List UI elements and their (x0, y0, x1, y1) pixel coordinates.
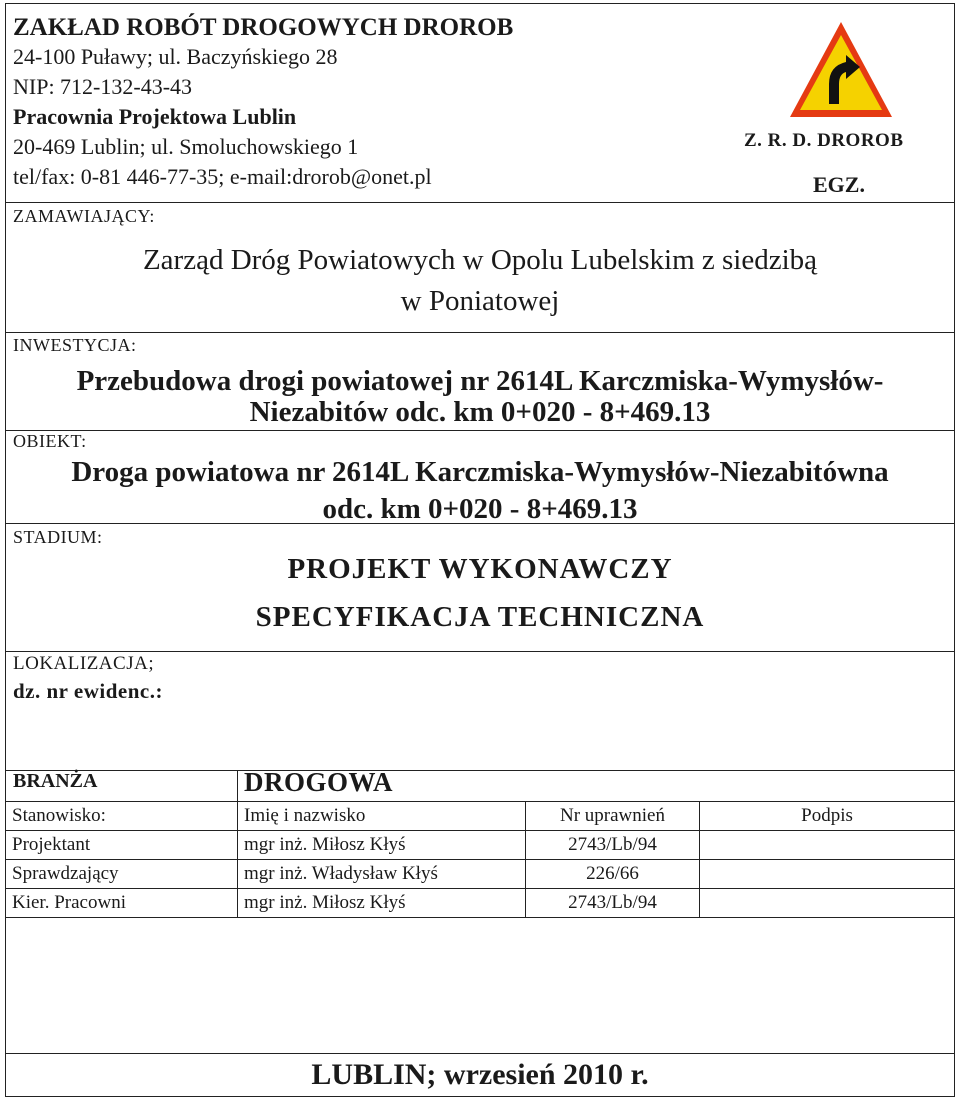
divider (5, 1053, 955, 1054)
staff-table (5, 801, 955, 918)
studio-address: 20-469 Lublin; ul. Smoluchowskiego 1 (13, 134, 359, 159)
cell-license: 2743/Lb/94 (526, 831, 700, 860)
divider (5, 332, 955, 333)
stage-label: STADIUM: (13, 527, 103, 547)
cell-name: mgr inż. Władysław Kłyś (238, 860, 526, 889)
client-label: ZAMAWIAJĄCY: (13, 206, 155, 226)
company-nip: NIP: 712-132-43-43 (13, 74, 193, 99)
branch-value: DROGOWA (244, 767, 394, 797)
divider (5, 202, 955, 203)
object-line2: odc. km 0+020 - 8+469.13 (322, 493, 638, 525)
divider (5, 523, 955, 524)
table-row (6, 889, 955, 918)
column-divider (237, 771, 238, 801)
cell-position: Projektant (6, 831, 238, 860)
logo-caption: Z. R. D. DROROB (744, 130, 904, 151)
table-row (6, 831, 955, 860)
investment-line1: Przebudowa drogi powiatowej nr 2614L Karczmiska-Wymysłów- (76, 365, 884, 397)
divider (5, 651, 955, 652)
header-license: Nr uprawnień (526, 802, 700, 831)
branch-label: BRANŻA (13, 770, 98, 792)
location-label: LOKALIZACJA; (13, 653, 155, 674)
table-header-row (6, 802, 955, 831)
stage-line1: PROJEKT WYKONAWCZY (287, 553, 673, 585)
road-curve-warning-sign-icon (786, 18, 896, 122)
parcel-number-label: dz. nr ewidenc.: (13, 679, 163, 703)
table-row (6, 860, 955, 889)
company-contact: tel/fax: 0-81 446-77-35; e-mail:drorob@onet.pl (13, 164, 432, 189)
investment-line2: Niezabitów odc. km 0+020 - 8+469.13 (249, 396, 711, 428)
cell-name: mgr inż. Miłosz Kłyś (238, 831, 526, 860)
client-line2: w Poniatowej (400, 285, 560, 317)
header-signature: Podpis (700, 802, 955, 831)
cell-position: Kier. Pracowni (6, 889, 238, 918)
header-name: Imię i nazwisko (238, 802, 526, 831)
studio-name: Pracownia Projektowa Lublin (13, 104, 297, 129)
divider (5, 430, 955, 431)
divider (5, 770, 955, 771)
cell-signature (700, 889, 955, 918)
cell-license: 226/66 (526, 860, 700, 889)
header-position: Stanowisko: (6, 802, 238, 831)
copy-mark: EGZ. (813, 172, 865, 197)
cell-signature (700, 831, 955, 860)
object-label: OBIEKT: (13, 431, 87, 451)
client-line1: Zarząd Dróg Powiatowych w Opolu Lubelskim z siedzibą (142, 244, 818, 276)
cell-position: Sprawdzający (6, 860, 238, 889)
cell-license: 2743/Lb/94 (526, 889, 700, 918)
object-line1: Droga powiatowa nr 2614L Karczmiska-Wymysłów-Niezabitówna (71, 456, 889, 488)
footer-place-date: LUBLIN; wrzesień 2010 r. (311, 1058, 649, 1091)
stage-line2: SPECYFIKACJA TECHNICZNA (255, 601, 705, 633)
cell-signature (700, 860, 955, 889)
company-name: ZAKŁAD ROBÓT DROGOWYCH DROROB (13, 14, 514, 41)
company-address: 24-100 Puławy; ul. Baczyńskiego 28 (13, 44, 338, 69)
cell-name: mgr inż. Miłosz Kłyś (238, 889, 526, 918)
investment-label: INWESTYCJA: (13, 335, 137, 355)
